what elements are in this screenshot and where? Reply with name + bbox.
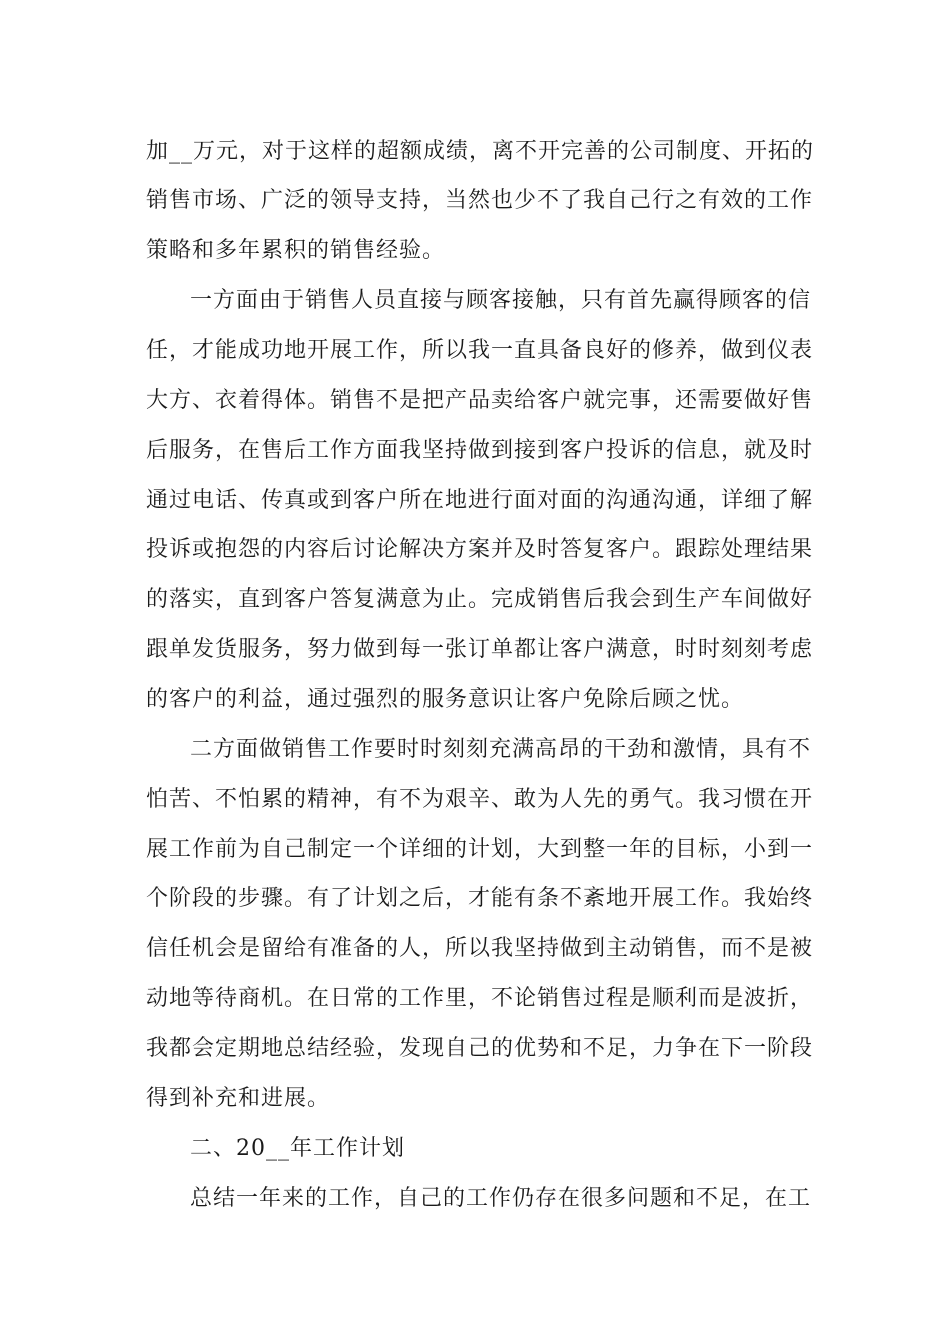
text-line: 销售市场、广泛的领导支持，当然也少不了我自己行之有效的工作 [146, 188, 814, 213]
text-line: 的客户的利益，通过强烈的服务意识让客户免除后顾之忧。 [146, 687, 745, 712]
text-line: 策略和多年累积的销售经验。 [146, 238, 446, 263]
text-line: 信任机会是留给有准备的人，所以我坚持做到主动销售，而不是被 [146, 936, 814, 961]
text-line: 投诉或抱怨的内容后讨论解决方案并及时答复客户。跟踪处理结果 [146, 537, 814, 562]
paragraph-start-line: 二方面做销售工作要时时刻刻充满高昂的干劲和激情，具有不 [190, 737, 812, 762]
text-line: 的落实，直到客户答复满意为止。完成销售后我会到生产车间做好 [146, 587, 814, 612]
section-heading: 二、20__年工作计划 [190, 1136, 405, 1161]
text-line: 跟单发货服务，努力做到每一张订单都让客户满意，时时刻刻考虑 [146, 637, 814, 662]
text-line: 动地等待商机。在日常的工作里，不论销售过程是顺利而是波折， [146, 986, 814, 1011]
text-line: 加__万元，对于这样的超额成绩，离不开完善的公司制度、开拓的 [146, 139, 815, 164]
text-line: 我都会定期地总结经验，发现自己的优势和不足，力争在下一阶段 [146, 1036, 814, 1061]
text-line: 任，才能成功地开展工作，所以我一直具备良好的修养，做到仪表 [146, 338, 814, 363]
paragraph-start-line: 一方面由于销售人员直接与顾客接触，只有首先赢得顾客的信 [190, 288, 812, 313]
text-line: 展工作前为自己制定一个详细的计划，大到整一年的目标，小到一 [146, 837, 814, 862]
text-line: 后服务，在售后工作方面我坚持做到接到客户投诉的信息，就及时 [146, 438, 814, 463]
paragraph-start-line: 总结一年来的工作，自己的工作仍存在很多问题和不足，在工 [190, 1186, 812, 1211]
text-line: 得到补充和进展。 [146, 1086, 331, 1111]
text-line: 个阶段的步骤。有了计划之后，才能有条不紊地开展工作。我始终 [146, 886, 814, 911]
text-line: 通过电话、传真或到客户所在地进行面对面的沟通沟通，详细了解 [146, 488, 814, 513]
text-line: 大方、衣着得体。销售不是把产品卖给客户就完事，还需要做好售 [146, 388, 814, 413]
text-line: 怕苦、不怕累的精神，有不为艰辛、敢为人先的勇气。我习惯在开 [146, 787, 814, 812]
